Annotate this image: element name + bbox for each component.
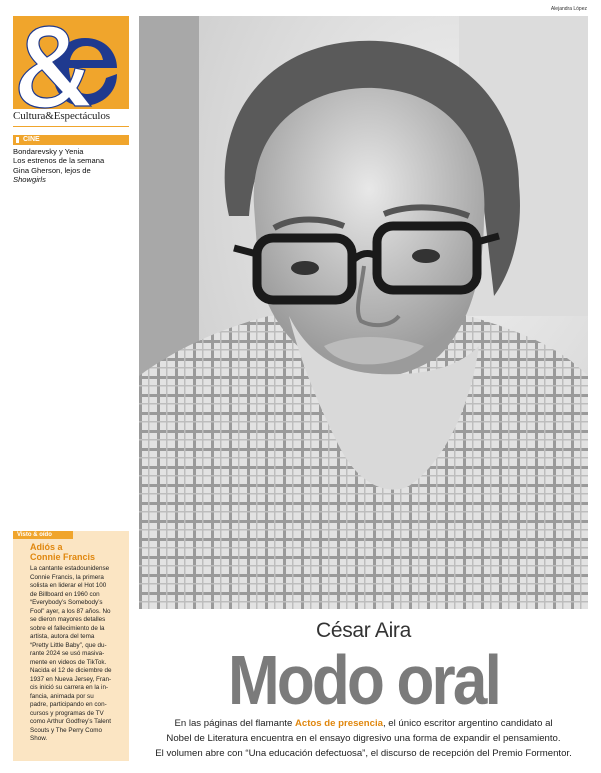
section-logo[interactable]: [13, 16, 129, 109]
cine-label: CINE: [23, 136, 40, 143]
photo-credit: Alejandra López: [550, 6, 587, 12]
article-deck: [139, 716, 588, 761]
cine-teasers[interactable]: [13, 147, 138, 185]
deck-line: El volumen abre con “Una educación defectuosa”, el discurso de recepción del Premio Formentor.: [155, 748, 572, 759]
sidebar-tab: Visto & oído: [13, 531, 73, 539]
body-line: solista en liderar el Hot 100: [30, 582, 107, 589]
body-line: cursos y programas de TV: [30, 709, 104, 717]
sidebar-title[interactable]: [30, 543, 126, 562]
teaser-line: Bondarevsky y Yenia: [13, 147, 84, 156]
body-line: 1937 en Nueva Jersey, Fran-: [30, 675, 112, 683]
sidebar-title-line: Connie Francis: [30, 551, 96, 562]
deck-line: [139, 716, 588, 731]
body-line: padre, participando en con-: [30, 701, 107, 708]
portrait-illustration: [139, 16, 588, 609]
body-line: “Everybody’s Somebody’s: [30, 599, 103, 606]
body-line: “Pretty Little Baby”, que du-: [30, 641, 107, 649]
body-line: Connie Francis, la primera: [30, 573, 104, 581]
body-line: cis inició su carrera en la in-: [30, 684, 109, 691]
article-headline[interactable]: Modo oral: [228, 642, 499, 720]
sidebar-body: [30, 565, 127, 744]
section-name: Cultura&Espectáculos: [13, 110, 110, 122]
body-line: rante 2024 se usó masiva-: [30, 650, 105, 657]
teaser-line: Showgirls: [13, 175, 46, 185]
teaser-line: Los estrenos de la semana: [13, 156, 105, 166]
deck-text: , el único escritor argentino candidato al: [382, 718, 553, 729]
body-line: Scouts y The Perry Como: [30, 726, 102, 734]
ampersand-e-logo-icon: [13, 16, 129, 109]
deck-text: En las páginas del flamante: [174, 718, 295, 729]
body-line: La cantante estadounidense: [30, 565, 110, 572]
cine-section-band: [13, 135, 129, 145]
body-line: sobre el fallecimiento de la: [30, 624, 105, 632]
body-line: como Arthur Godfrey’s Talent: [30, 718, 111, 725]
teaser-line: Gina Gherson, lejos de: [13, 165, 91, 175]
body-line: Show.: [30, 735, 48, 742]
body-line: fancia, animada por su: [30, 692, 94, 700]
body-line: se dieron mayores detalles: [30, 616, 106, 623]
visto-oido-sidebar: [13, 531, 129, 761]
body-line: Fool” ayer, a los 87 años. No: [30, 607, 111, 615]
body-line: artista, autora del tema: [30, 633, 95, 640]
portrait-photo: [139, 16, 588, 609]
logo-divider: [13, 126, 129, 127]
body-line: Nacida el 12 de diciembre de: [30, 667, 112, 674]
book-title: Actos de presencia: [294, 718, 383, 729]
sidebar-title-line: Adiós a: [30, 542, 63, 552]
body-line: mente en videos de TikTok.: [30, 658, 107, 666]
deck-line: Nobel de Literatura encuentra en el ensayo digresivo una forma de expandir el pensamiento.: [166, 733, 561, 744]
article-kicker: César Aira: [315, 619, 412, 642]
body-line: de Billboard en 1960 con: [30, 590, 100, 598]
